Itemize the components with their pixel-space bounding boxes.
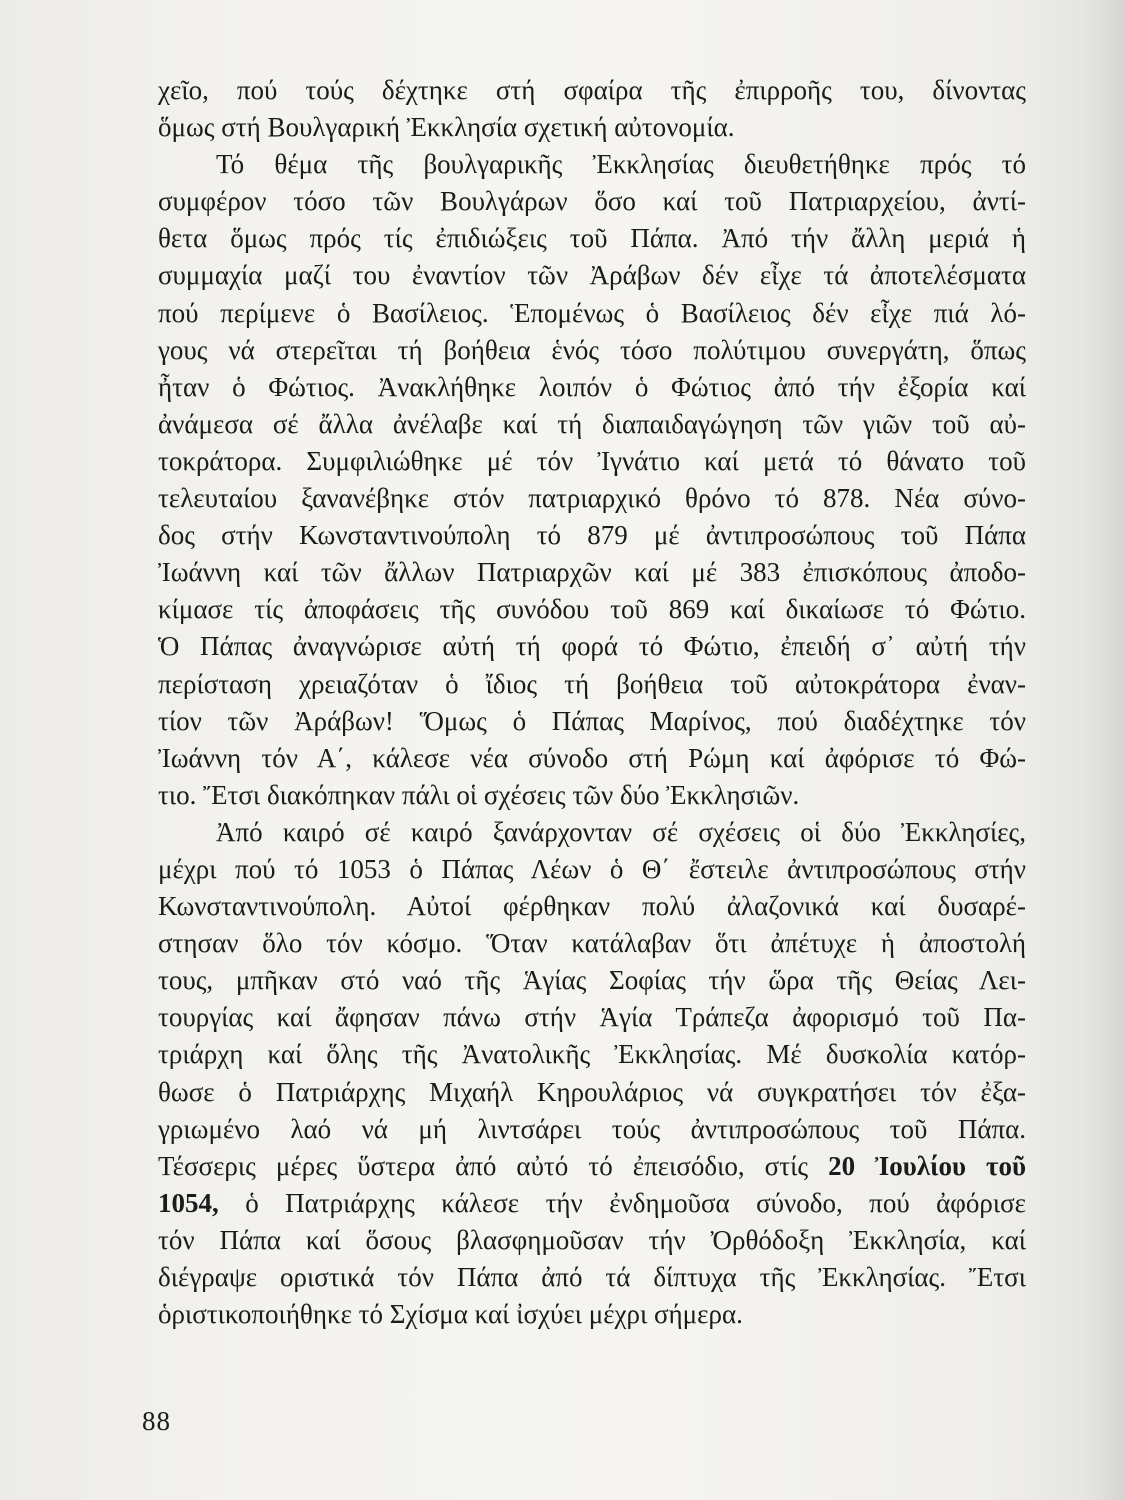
body-text: [158, 72, 1026, 1333]
text-line: δος στήν Κωνσταντινούπολη τό 879 μέ ἀντιπροσώπους τοῦ Πάπα: [158, 520, 1026, 551]
text-line: τους, μπῆκαν στό ναό τῆς Ἁγίας Σοφίας τήν ὥρα τῆς Θείας Λει-: [158, 965, 1026, 996]
page-number: 88: [142, 1406, 171, 1436]
paragraph-3: [158, 814, 1026, 1333]
text-line: τριάρχη καί ὅλης τῆς Ἀνατολικῆς Ἐκκλησίας. Μέ δυσκολία κατόρ-: [158, 1039, 1026, 1070]
text-line: συμμαχία μαζί του ἐναντίον τῶν Ἀράβων δέν εἶχε τά ἀποτελέσματα: [158, 260, 1026, 291]
text-line-with-bold: [158, 1148, 1026, 1185]
text-line: Ὁ Πάπας ἀναγνώρισε αὐτή τή φορά τό Φώτιο, ἐπειδή σ᾽ αὐτή τήν: [158, 631, 1026, 662]
bold-date: 20 Ἰουλίου τοῦ: [828, 1150, 1026, 1181]
text-line: κίμασε τίς ἀποφάσεις τῆς συνόδου τοῦ 869 καί δικαίωσε τό Φώτιο.: [158, 594, 1026, 625]
text-line: ἀνάμεσα σέ ἄλλα ἀνέλαβε καί τή διαπαιδαγώγηση τῶν γιῶν τοῦ αὐ-: [158, 408, 1026, 439]
page-edge-shadow: [1085, 0, 1125, 1500]
text-line: μέχρι πού τό 1053 ὁ Πάπας Λέων ὁ Θ΄ ἔστειλε ἀντιπροσώπους στήν: [158, 853, 1026, 884]
text-line: Ἰωάννη τόν Α΄, κάλεσε νέα σύνοδο στή Ρώμη καί ἀφόρισε τό Φώ-: [158, 742, 1026, 773]
text-line: θωσε ὁ Πατριάρχης Μιχαήλ Κηρουλάριος νά συγκρατήσει τόν ἐξα-: [158, 1076, 1026, 1107]
text-line: τιο. Ἔτσι διακόπηκαν πάλι οἱ σχέσεις τῶν δύο Ἐκκλησιῶν.: [158, 779, 800, 810]
text-line: ὁριστικοποιήθηκε τό Σχίσμα καί ἰσχύει μέχρι σήμερα.: [158, 1299, 743, 1330]
text-line: περίσταση χρειαζόταν ὁ ἴδιος τή βοήθεια τοῦ αὐτοκράτορα ἐναν-: [158, 668, 1026, 699]
bold-year: 1054,: [158, 1187, 219, 1218]
text-segment: ὁ Πατριάρχης κάλεσε τήν ἐνδημοῦσα σύνοδο, πού ἀφόρισε: [245, 1187, 1027, 1218]
text-line: θετα ὅμως πρός τίς ἐπιδιώξεις τοῦ Πάπα. Ἀπό τήν ἄλλη μεριά ἡ: [158, 223, 1026, 254]
text-line: γους νά στερεῖται τή βοήθεια ἑνός τόσο πολύτιμου συνεργάτη, ὅπως: [158, 334, 1026, 365]
text-line: στησαν ὅλο τόν κόσμο. Ὅταν κατάλαβαν ὅτι ἀπέτυχε ἡ ἀποστολή: [158, 928, 1026, 959]
text-line-with-bold: [158, 1185, 1026, 1222]
text-line: Τό θέμα τῆς βουλγαρικῆς Ἐκκλησίας διευθετήθηκε πρός τό: [216, 149, 1026, 180]
text-line: τόν Πάπα καί ὅσους βλασφημοῦσαν τήν Ὀρθόδοξη Ἐκκλησία, καί: [158, 1224, 1026, 1255]
text-line: τίον τῶν Ἀράβων! Ὅμως ὁ Πάπας Μαρίνος, πού διαδέχτηκε τόν: [158, 705, 1026, 736]
text-line: τελευταίου ξανανέβηκε στόν πατριαρχικό θρόνο τό 878. Νέα σύνο-: [158, 483, 1026, 514]
text-line: Ἰωάννη καί τῶν ἄλλων Πατριαρχῶν καί μέ 383 ἐπισκόπους ἀποδο-: [158, 557, 1026, 588]
text-line: τουργίας καί ἄφησαν πάνω στήν Ἁγία Τράπεζα ἀφορισμό τοῦ Πα-: [158, 1002, 1026, 1033]
text-line: πού περίμενε ὁ Βασίλειος. Ἑπομένως ὁ Βασίλειος δέν εἶχε πιά λό-: [158, 297, 1026, 328]
text-line: γριωμένο λαό νά μή λιντσάρει τούς ἀντιπροσώπους τοῦ Πάπα.: [158, 1113, 1026, 1144]
paragraph-1: [158, 72, 1026, 146]
text-line: τοκράτορα. Συμφιλιώθηκε μέ τόν Ἰγνάτιο καί μετά τό θάνατο τοῦ: [158, 445, 1026, 476]
text-line: χεῖο, πού τούς δέχτηκε στή σφαίρα τῆς ἐπιρροῆς του, δίνοντας: [158, 75, 1026, 105]
text-line: Κωνσταντινούπολη. Αὐτοί φέρθηκαν πολύ ἀλαζονικά καί δυσαρέ-: [158, 891, 1026, 922]
text-line: Ἀπό καιρό σέ καιρό ξανάρχονταν σέ σχέσεις οἱ δύο Ἐκκλησίες,: [216, 816, 1026, 847]
text-line: συμφέρον τόσο τῶν Βουλγάρων ὅσο καί τοῦ Πατριαρχείου, ἀντί-: [158, 186, 1026, 217]
paragraph-2: [158, 146, 1026, 814]
text-line: ἦταν ὁ Φώτιος. Ἀνακλήθηκε λοιπόν ὁ Φώτιος ἀπό τήν ἐξορία καί: [158, 371, 1026, 402]
text-line: ὅμως στή Βουλγαρική Ἐκκλησία σχετική αὐτονομία.: [158, 112, 735, 143]
text-line: διέγραψε οριστικά τόν Πάπα ἀπό τά δίπτυχα τῆς Ἐκκλησίας. Ἔτσι: [158, 1262, 1026, 1292]
text-segment: Τέσσερις μέρες ὕστερα ἀπό αὐτό τό ἐπεισόδιο, στίς: [158, 1150, 809, 1181]
